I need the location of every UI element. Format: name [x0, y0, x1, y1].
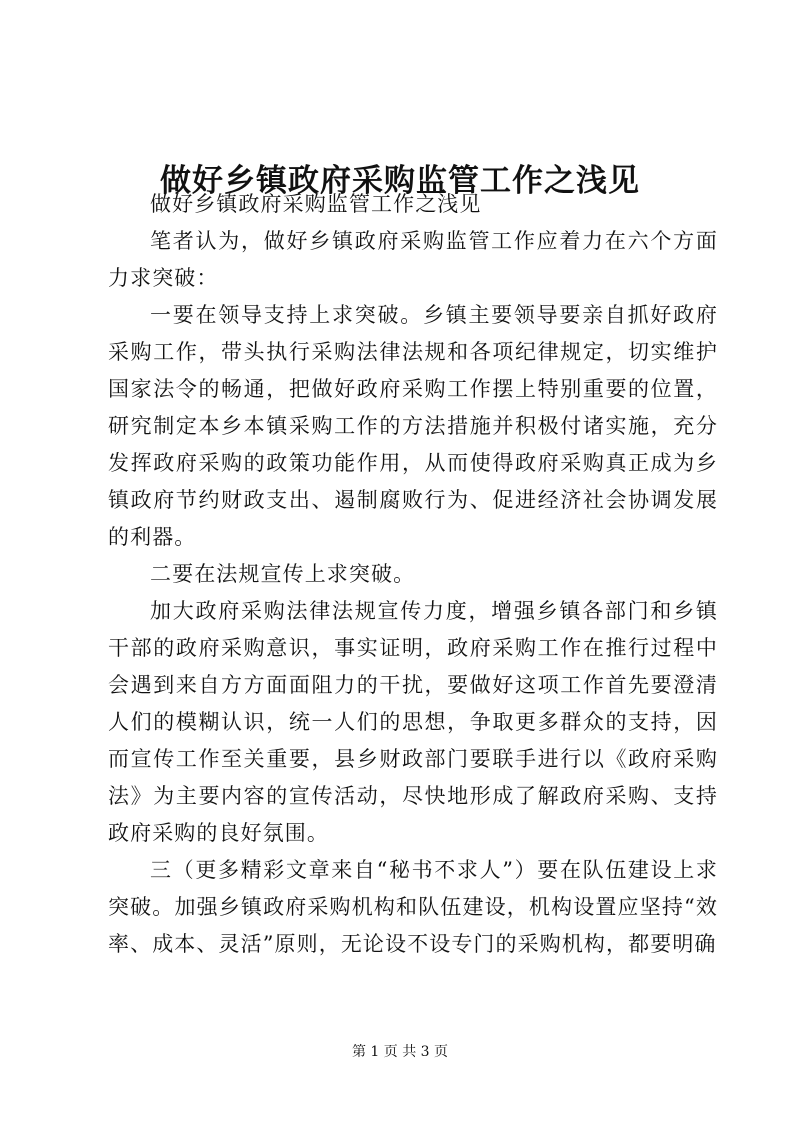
paragraph-subtitle: 做好乡镇政府采购监管工作之浅见: [150, 192, 482, 216]
paragraph-regulation-body: 加大政府采购法律法规宣传力度，增强乡镇各部门和乡镇干部的政府采购意识，事实证明，政府采购工作在推行过程中会遇到来自方方面面阻力的干扰，要做好这项工作首先要澄清人们的模糊认识，统一人们的思想，争取更多群众的支持，因而宣传工作至关重要，县乡财政部门要联手进行以《政府采购法》为主要内容的宣传活动，尽快地形成了解政府采购、支持政府采购的良好氛围。: [108, 599, 718, 845]
page-number-footer: 第 1 页 共 3 页: [351, 1044, 449, 1060]
paragraph-intro: 笔者认为，做好乡镇政府采购监管工作应着力在六个方面力求突破：: [108, 229, 718, 290]
paragraph-regulation-heading: 二要在法规宣传上求突破。: [150, 562, 416, 586]
document-title: 做好乡镇政府采购监管工作之浅见: [160, 162, 640, 199]
paragraph-leadership: 一要在领导支持上求突破。乡镇主要领导要亲自抓好政府采购工作，带头执行采购法律法规和各项纪律规定，切实维护国家法令的畅通，把做好政府采购工作摆上特别重要的位置，研究制定本乡本镇采购工作的方法措施并积极付诸实施，充分发挥政府采购的政策功能作用，从而使得政府采购真正成为乡镇政府节约财政支出、遏制腐败行为、促进经济社会协调发展的利器。: [108, 303, 718, 549]
paragraph-team-building: 三（更多精彩文章来自“秘书不求人”）要在队伍建设上求突破。加强乡镇政府采购机构和队伍建设，机构设置应坚持“效率、成本、灵活”原则，无论设不设专门的采购机构，都要明确: [108, 858, 718, 956]
document-body: [108, 186, 718, 963]
